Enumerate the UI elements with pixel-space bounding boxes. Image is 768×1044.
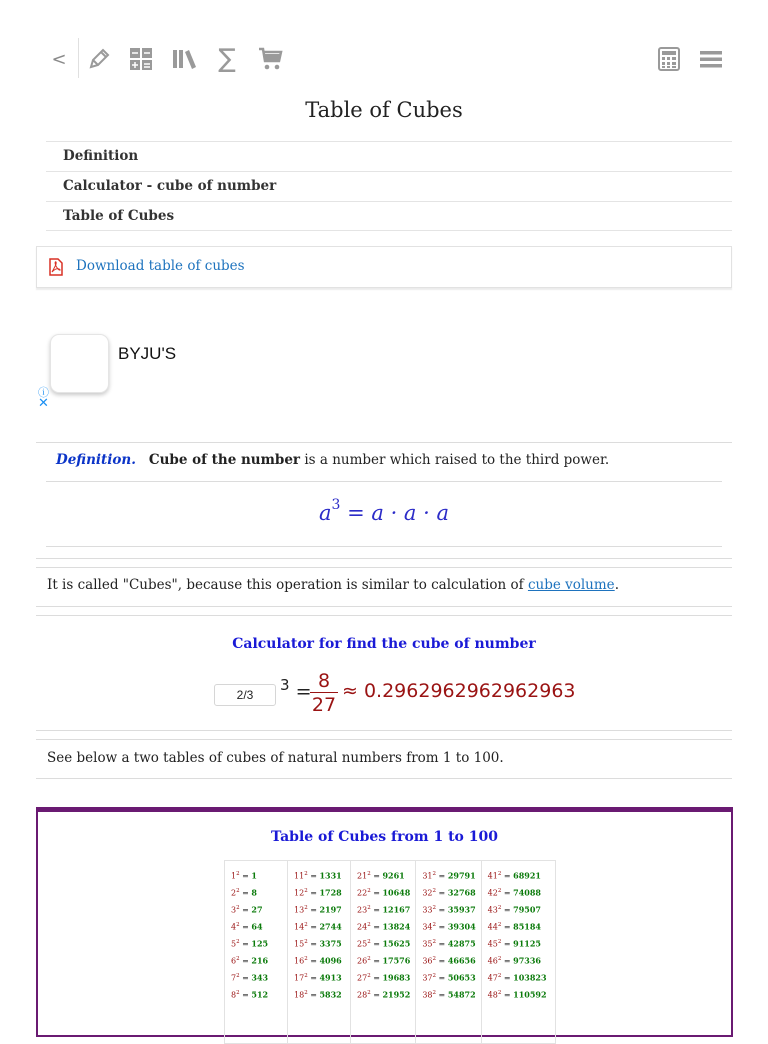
cube-equals: = xyxy=(436,905,448,915)
cube-base: 42 xyxy=(487,888,498,898)
cube-value: 512 xyxy=(251,989,269,1000)
tables-intro-text: See below a two tables of cubes of natural numbers from 1 to 100. xyxy=(47,750,504,766)
cube-equals: = xyxy=(239,990,252,1000)
cube-value: 8 xyxy=(251,887,257,898)
cube-value: 110592 xyxy=(513,989,547,1000)
cube-base: 14 xyxy=(294,922,305,932)
calculator-equals: = xyxy=(295,680,312,703)
cube-equals: = xyxy=(370,990,383,1000)
cube-entry xyxy=(422,986,475,1003)
cube-value: 2744 xyxy=(319,921,342,932)
cube-exponent: 2 xyxy=(236,904,240,911)
cube-exponent: 2 xyxy=(304,921,308,928)
cube-entry xyxy=(488,969,550,986)
cube-value: 21952 xyxy=(382,989,411,1000)
cube-equals: = xyxy=(436,871,448,881)
cube-base: 44 xyxy=(487,922,498,932)
download-link[interactable] xyxy=(36,246,732,288)
cube-exponent: 2 xyxy=(236,887,240,894)
cubes-note-text: It is called "Cubes", because this operation is similar to calculation of xyxy=(47,577,528,593)
cube-entry xyxy=(294,952,345,969)
cube-entry xyxy=(357,884,410,901)
cube-equals: = xyxy=(307,990,320,1000)
cube-equals: = xyxy=(239,888,252,898)
divider xyxy=(36,567,732,568)
cube-equals: = xyxy=(307,905,320,915)
cube-base: 2 xyxy=(231,888,237,898)
cube-equals: = xyxy=(370,871,383,881)
toc-item-table-of-cubes[interactable]: Table of Cubes xyxy=(46,201,732,231)
cube-equals: = xyxy=(370,973,383,983)
page-title: Table of Cubes xyxy=(305,98,463,122)
cube-entry xyxy=(294,986,345,1003)
calculator-power: 3 xyxy=(280,676,290,694)
cube-entry xyxy=(231,986,282,1003)
cube-equals: = xyxy=(436,888,448,898)
result-numerator: 8 xyxy=(310,670,338,693)
cube-value: 2197 xyxy=(319,904,342,915)
cube-equals: = xyxy=(239,922,252,932)
definition-label: Definition. xyxy=(56,452,136,468)
cube-base: 48 xyxy=(487,990,498,1000)
cube-base: 36 xyxy=(422,956,433,966)
cube-base: 28 xyxy=(357,990,368,1000)
cube-entry xyxy=(422,969,475,986)
divider xyxy=(36,739,732,740)
cube-base: 37 xyxy=(422,973,433,983)
cube-value: 42875 xyxy=(447,938,476,949)
cube-exponent: 2 xyxy=(432,921,437,928)
cube-equals: = xyxy=(370,888,383,898)
cube-entry xyxy=(357,935,410,952)
cube-base: 23 xyxy=(357,905,368,915)
divider xyxy=(36,558,732,559)
formula-exponent: 3 xyxy=(331,497,341,513)
cube-entry xyxy=(357,986,410,1003)
cube-equals: = xyxy=(307,956,320,966)
toolbar xyxy=(36,36,732,82)
cubes-note-end: . xyxy=(614,577,619,593)
cube-entry xyxy=(422,884,475,901)
result-approximation: ≈ 0.2962962962962963 xyxy=(342,680,576,702)
divider xyxy=(46,546,722,547)
cube-base: 43 xyxy=(487,905,498,915)
cube-value: 5832 xyxy=(319,989,342,1000)
cube-exponent: 2 xyxy=(497,904,502,911)
pencil-icon[interactable] xyxy=(84,44,114,74)
cube-entry xyxy=(357,952,410,969)
cube-value: 79507 xyxy=(513,904,541,915)
cube-entry xyxy=(488,986,550,1003)
cube-value: 50653 xyxy=(447,972,476,983)
cube-base: 32 xyxy=(422,888,433,898)
cube-base: 13 xyxy=(294,905,305,915)
cube-entry xyxy=(422,901,475,918)
cube-base: 38 xyxy=(422,990,433,1000)
cube-base: 4 xyxy=(231,922,237,932)
cube-base: 12 xyxy=(294,888,305,898)
cube-exponent: 2 xyxy=(497,972,502,979)
cube-equals: = xyxy=(307,973,320,983)
toc-item-calculator[interactable]: Calculator - cube of number xyxy=(46,171,732,201)
cube-exponent: 2 xyxy=(497,871,502,877)
cube-entry xyxy=(422,867,475,884)
cube-base: 8 xyxy=(231,990,237,1000)
cube-table-column xyxy=(416,861,481,1044)
cube-exponent: 2 xyxy=(432,955,437,962)
cube-value: 29791 xyxy=(447,870,476,881)
cube-entry xyxy=(357,867,410,884)
cube-entry xyxy=(294,935,345,952)
calculator-row xyxy=(214,670,574,720)
cube-exponent: 2 xyxy=(432,972,437,979)
cube-entry xyxy=(231,901,282,918)
cube-value: 54872 xyxy=(447,989,476,1000)
result-fraction xyxy=(310,670,338,717)
cube-equals: = xyxy=(307,888,320,898)
cube-exponent: 2 xyxy=(367,904,371,911)
cube-base: 27 xyxy=(357,973,368,983)
cube-exponent: 2 xyxy=(432,871,437,877)
toolbar-separator xyxy=(78,38,79,78)
cube-equals: = xyxy=(501,939,514,949)
menu-icon[interactable] xyxy=(696,44,726,74)
cart-icon[interactable] xyxy=(256,44,286,74)
cube-base: 26 xyxy=(357,956,368,966)
formula-base: a xyxy=(318,501,332,525)
cube-entry xyxy=(488,935,550,952)
cube-value: 1331 xyxy=(319,870,342,881)
cube-exponent: 2 xyxy=(236,972,240,979)
cube-base: 11 xyxy=(294,871,305,881)
cube-equals: = xyxy=(501,990,514,1000)
cube-base: 1 xyxy=(231,871,237,881)
cube-equals: = xyxy=(436,939,448,949)
cube-base: 46 xyxy=(487,956,498,966)
cube-table-column xyxy=(481,861,555,1044)
cube-value: 13824 xyxy=(382,921,411,932)
cube-base: 18 xyxy=(294,990,305,1000)
cube-equals: = xyxy=(239,973,252,983)
toc-item-definition[interactable]: Definition xyxy=(46,141,732,171)
cube-value: 17576 xyxy=(382,955,411,966)
cube-table xyxy=(224,860,556,1044)
cube-exponent: 2 xyxy=(367,989,371,996)
cube-value: 1 xyxy=(251,870,257,881)
cube-equals: = xyxy=(370,956,383,966)
cube-equals: = xyxy=(239,871,252,881)
cube-value: 12167 xyxy=(382,904,411,915)
cube-equals: = xyxy=(370,939,383,949)
cube-exponent: 2 xyxy=(236,938,240,945)
cube-exponent: 2 xyxy=(236,989,240,996)
cube-table-row xyxy=(225,861,556,1044)
cube-equals: = xyxy=(436,990,448,1000)
download-label[interactable]: Download table of cubes xyxy=(76,258,245,274)
cube-entry xyxy=(422,935,475,952)
cube-exponent: 2 xyxy=(367,972,371,979)
cube-exponent: 2 xyxy=(304,938,308,945)
cube-exponent: 2 xyxy=(236,955,240,962)
cube-equals: = xyxy=(501,871,514,881)
cube-value: 35937 xyxy=(447,904,476,915)
cube-entry xyxy=(488,952,550,969)
library-books-icon[interactable] xyxy=(170,44,200,74)
cube-entry xyxy=(294,867,345,884)
cube-equals: = xyxy=(501,905,514,915)
cube-value: 1728 xyxy=(319,887,342,898)
calculator-title: Calculator for find the cube of number xyxy=(232,636,536,652)
cube-equals: = xyxy=(501,956,514,966)
cube-equals: = xyxy=(239,905,252,915)
cube-base: 35 xyxy=(422,939,433,949)
cube-exponent: 2 xyxy=(367,887,371,894)
divider xyxy=(36,730,732,731)
cube-base: 47 xyxy=(487,973,498,983)
cube-value: 3375 xyxy=(319,938,342,949)
cube-volume-link[interactable]: cube volume xyxy=(527,577,615,593)
cube-entry xyxy=(422,918,475,935)
cube-base: 22 xyxy=(357,888,368,898)
cube-exponent: 2 xyxy=(497,989,502,996)
cube-base: 17 xyxy=(294,973,305,983)
cube-formula xyxy=(0,497,768,525)
divider xyxy=(36,778,732,779)
cube-value: 4913 xyxy=(319,972,342,983)
cube-entry xyxy=(231,935,282,952)
cube-table-column xyxy=(288,861,351,1044)
cube-value: 4096 xyxy=(319,955,342,966)
calculator-icon[interactable] xyxy=(654,44,684,74)
cube-exponent: 2 xyxy=(236,871,240,877)
cube-equals: = xyxy=(501,973,514,983)
divider xyxy=(36,606,732,607)
cube-base: 24 xyxy=(357,922,368,932)
cube-entry xyxy=(488,901,550,918)
definition-text xyxy=(56,452,736,468)
cube-equals: = xyxy=(307,939,320,949)
cube-table-column xyxy=(225,861,288,1044)
cube-value: 68921 xyxy=(513,870,541,881)
cube-entry xyxy=(231,952,282,969)
cube-equals: = xyxy=(370,922,383,932)
ad-info-icon[interactable]: ⓘ xyxy=(38,386,49,399)
cube-value: 343 xyxy=(251,972,269,983)
cube-exponent: 2 xyxy=(236,921,240,928)
cube-equals: = xyxy=(501,922,514,932)
cube-value: 125 xyxy=(251,938,269,949)
cube-entry xyxy=(294,918,345,935)
cube-value: 15625 xyxy=(382,938,411,949)
cube-base: 5 xyxy=(231,939,237,949)
cube-base: 3 xyxy=(231,905,237,915)
cube-exponent: 2 xyxy=(304,972,308,979)
cube-equals: = xyxy=(239,939,252,949)
result-denominator: 27 xyxy=(311,694,337,716)
divider xyxy=(36,615,732,616)
cube-entry xyxy=(488,884,550,901)
table-of-contents xyxy=(46,141,732,231)
cube-base: 41 xyxy=(487,871,498,881)
cube-exponent: 2 xyxy=(497,921,502,928)
definition-body: is a number which raised to the third power. xyxy=(300,452,610,468)
cube-value: 10648 xyxy=(382,887,411,898)
calculator-grid-icon[interactable] xyxy=(126,44,156,74)
cube-exponent: 2 xyxy=(497,955,502,962)
cube-base: 45 xyxy=(487,939,498,949)
cube-exponent: 2 xyxy=(432,887,437,894)
cube-value: 103823 xyxy=(513,972,547,983)
cube-entry xyxy=(231,918,282,935)
cube-exponent: 2 xyxy=(367,921,371,928)
cube-base: 33 xyxy=(422,905,433,915)
cube-value: 64 xyxy=(251,921,263,932)
number-input[interactable] xyxy=(214,684,276,706)
cube-entry xyxy=(231,884,282,901)
cube-exponent: 2 xyxy=(367,871,371,877)
cube-exponent: 2 xyxy=(304,904,308,911)
ad-logo[interactable] xyxy=(50,334,109,393)
cube-exponent: 2 xyxy=(304,887,308,894)
cube-table-column xyxy=(351,861,416,1044)
cube-exponent: 2 xyxy=(432,904,437,911)
cube-value: 97336 xyxy=(513,955,541,966)
cube-entry xyxy=(294,969,345,986)
ad-name[interactable]: BYJU'S xyxy=(118,344,177,363)
cube-equals: = xyxy=(307,922,320,932)
cube-entry xyxy=(231,867,282,884)
cube-value: 216 xyxy=(251,955,269,966)
sigma-icon[interactable]: ∑ xyxy=(218,44,236,74)
pdf-icon xyxy=(48,258,64,280)
cube-equals: = xyxy=(239,956,252,966)
cube-base: 31 xyxy=(422,871,433,881)
cube-table-panel xyxy=(36,807,733,1037)
cube-value: 46656 xyxy=(447,955,476,966)
cube-exponent: 2 xyxy=(367,938,371,945)
cube-exponent: 2 xyxy=(367,955,371,962)
formula-rhs: = a · a · a xyxy=(340,501,449,525)
cube-equals: = xyxy=(436,956,448,966)
back-chevron-icon[interactable]: < xyxy=(51,48,67,70)
cube-base: 34 xyxy=(422,922,433,932)
cube-entry xyxy=(357,918,410,935)
cube-equals: = xyxy=(370,905,383,915)
cube-base: 25 xyxy=(357,939,368,949)
cube-entry xyxy=(422,952,475,969)
cube-exponent: 2 xyxy=(304,955,308,962)
cube-base: 15 xyxy=(294,939,305,949)
cube-base: 7 xyxy=(231,973,237,983)
cube-exponent: 2 xyxy=(432,989,437,996)
cube-equals: = xyxy=(436,922,448,932)
cube-value: 27 xyxy=(251,904,263,915)
cube-exponent: 2 xyxy=(304,989,308,996)
cube-exponent: 2 xyxy=(497,938,502,945)
divider xyxy=(46,481,722,482)
cube-base: 16 xyxy=(294,956,305,966)
cubes-note xyxy=(47,577,619,593)
definition-term: Cube of the number xyxy=(148,452,301,468)
cube-value: 91125 xyxy=(513,938,541,949)
cube-entry xyxy=(294,884,345,901)
cube-entry xyxy=(488,918,550,935)
cube-equals: = xyxy=(501,888,514,898)
cube-value: 85184 xyxy=(513,921,541,932)
calculator-power-equals xyxy=(280,676,312,702)
ad-close-icon[interactable]: ✕ xyxy=(38,396,49,411)
cube-value: 39304 xyxy=(447,921,476,932)
cube-exponent: 2 xyxy=(432,938,437,945)
cube-entry xyxy=(231,969,282,986)
cube-exponent: 2 xyxy=(497,887,502,894)
cube-table-title: Table of Cubes from 1 to 100 xyxy=(271,829,498,845)
cube-entry xyxy=(357,901,410,918)
cube-equals: = xyxy=(307,871,320,881)
cube-base: 6 xyxy=(231,956,237,966)
cube-base: 21 xyxy=(357,871,368,881)
cube-value: 32768 xyxy=(447,887,476,898)
cube-entry xyxy=(357,969,410,986)
cube-value: 74088 xyxy=(513,887,541,898)
cube-exponent: 2 xyxy=(304,871,308,877)
cube-equals: = xyxy=(436,973,448,983)
cube-value: 19683 xyxy=(382,972,411,983)
cube-entry xyxy=(488,867,550,884)
divider xyxy=(36,442,732,443)
cube-entry xyxy=(294,901,345,918)
cube-value: 9261 xyxy=(382,870,405,881)
